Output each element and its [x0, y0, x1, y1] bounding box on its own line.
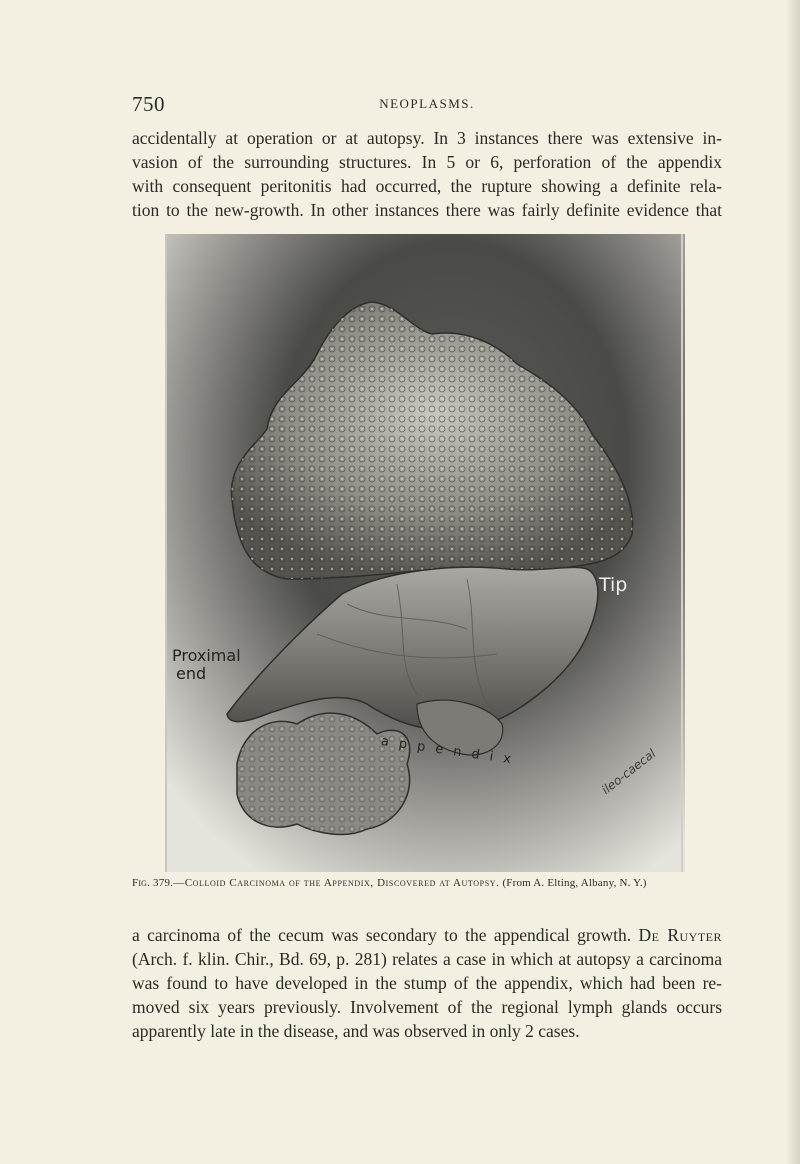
- figure-illustration: [165, 234, 685, 872]
- caption-title: —Colloid Carcinoma of the Appendix, Discovered at Autopsy.: [173, 877, 500, 889]
- paragraph-line: accidentally at operation or at autopsy. In 3 instances there was extensive in-: [132, 128, 722, 148]
- paragraph-line: moved six years previously. Involvement of the regional lymph glands occurs: [132, 997, 722, 1017]
- label-script: ileo-caecal: [599, 746, 659, 798]
- label-tip: Tip: [599, 574, 628, 596]
- paragraph-line: apparently late in the disease, and was observed in only 2 cases.: [132, 1021, 580, 1041]
- label-appendix: a p p e n d i x: [379, 734, 515, 768]
- page-number: 750: [132, 92, 165, 116]
- paragraph-line: tion to the new-growth. In other instances there was fairly definite evidence that: [132, 200, 722, 220]
- caption-figure-number: Fig. 379.: [132, 877, 174, 889]
- label-proximal-line1: Proximal: [172, 646, 241, 665]
- paragraph-top: [132, 126, 722, 222]
- paragraph-text: a carcinoma of the cecum was secondary to the appendical growth.: [132, 925, 632, 945]
- page-edge-shadow: [786, 0, 800, 1164]
- running-head: NEOPLASMS.: [379, 96, 475, 111]
- figure-caption: [132, 877, 732, 889]
- author-name: De Ruyter: [638, 925, 723, 945]
- caption-source: (From A. Elting, Albany, N. Y.): [502, 877, 647, 889]
- label-proximal-line2: end: [176, 664, 207, 683]
- specimen-drawing: [167, 234, 685, 872]
- label-proximal-end: [172, 647, 241, 683]
- paragraph-line: [132, 923, 722, 947]
- paragraph-line: (Arch. f. klin. Chir., Bd. 69, p. 281) relates a case in which at autopsy a carcinoma: [132, 949, 722, 969]
- paragraph-line: vasion of the surrounding structures. In 5 or 6, perforation of the appendix: [132, 152, 722, 172]
- paragraph-bottom: [132, 923, 722, 1043]
- paragraph-line: was found to have developed in the stump of the appendix, which had been re-: [132, 973, 722, 993]
- page-header: [132, 92, 722, 118]
- paragraph-line: with consequent peritonitis had occurred, the rupture showing a definite rela-: [132, 176, 722, 196]
